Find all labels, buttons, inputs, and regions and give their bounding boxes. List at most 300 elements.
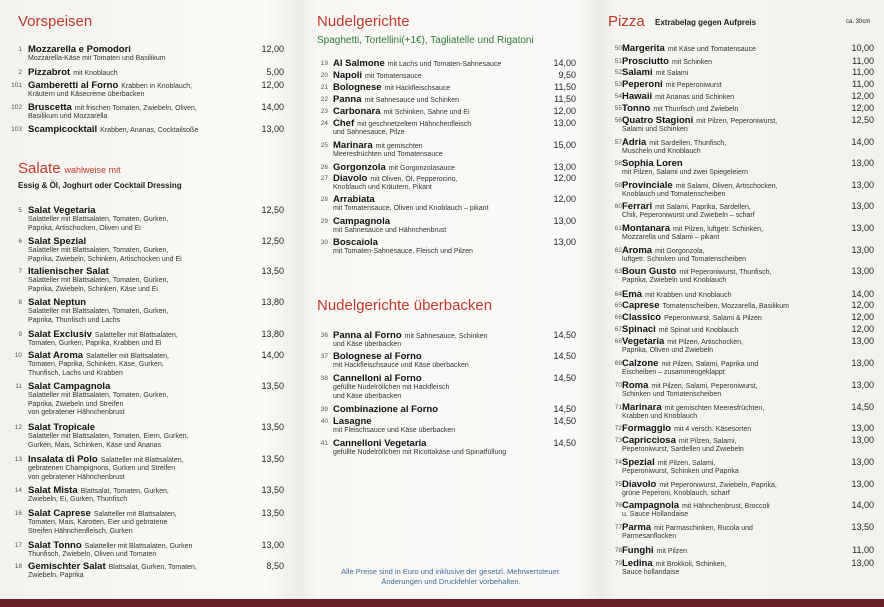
item-number: 60 bbox=[614, 203, 622, 210]
item-number: 61 bbox=[614, 225, 622, 232]
item-name: Hawaii bbox=[622, 91, 653, 102]
item-number: 54 bbox=[614, 93, 622, 100]
item-price: 13,00 bbox=[851, 201, 874, 211]
item-name: Provinciale bbox=[622, 180, 673, 191]
item-price: 13,00 bbox=[851, 435, 874, 445]
item-line bbox=[333, 106, 470, 118]
item-price: 13,50 bbox=[261, 381, 284, 391]
item-name: Ledina bbox=[622, 558, 653, 569]
item-name: Vegetaria bbox=[622, 336, 665, 347]
item-name: Quatro Stagioni bbox=[622, 115, 694, 126]
item-description: mit Pilzen, Peperoniwurst, bbox=[696, 118, 778, 125]
item-name: Salami bbox=[622, 67, 653, 78]
item-description-line: Salatteller mit Blattsalaten, Tomaten, Eiern, Gurken, bbox=[28, 433, 189, 440]
item-number: 64 bbox=[614, 291, 622, 298]
item-price: 14,50 bbox=[553, 416, 576, 426]
item-number: 56 bbox=[614, 117, 622, 124]
item-name: Salat Tonno bbox=[28, 540, 82, 551]
item-description-line: Thunfisch, Lachs und Krabben bbox=[28, 369, 123, 377]
item-description-line: mit Tomaten-Sahnesauce, Fleisch und Pilzen bbox=[333, 248, 473, 255]
item-price: 12,00 bbox=[851, 324, 874, 334]
item-number: 6 bbox=[18, 238, 22, 245]
item-number: 75 bbox=[614, 481, 622, 488]
item-description: Salatteller mit Blattsalaten, Gurken bbox=[84, 543, 193, 550]
item-name: Salat Spezial bbox=[28, 236, 87, 247]
item-name: Cannelloni Vegetaria bbox=[333, 438, 427, 449]
item-name: Chef bbox=[333, 118, 355, 129]
item-number: 102 bbox=[11, 104, 22, 111]
item-description: mit Schinken, Sahne und Ei bbox=[383, 109, 470, 116]
item-name: Combinazione al Forno bbox=[333, 404, 439, 415]
item-description: mit Sardellen, Thunfisch, bbox=[649, 140, 727, 147]
item-description: mit Peperoniwurst, Zwiebeln, Paprika, bbox=[659, 482, 777, 489]
item-price: 13,00 bbox=[851, 380, 874, 390]
item-line bbox=[622, 423, 751, 435]
item-number: 52 bbox=[614, 69, 622, 76]
item-description: mit gemischten bbox=[375, 143, 423, 150]
item-number: 58 bbox=[614, 160, 622, 167]
item-number: 65 bbox=[614, 302, 622, 309]
item-name: Insalata di Polo bbox=[28, 454, 98, 465]
item-name: Salat Caprese bbox=[28, 508, 91, 519]
item-description-line: Zwiebeln, Paprika bbox=[28, 572, 84, 579]
item-price: 12,00 bbox=[261, 44, 284, 54]
item-description-line: Krabben und Knoblauch bbox=[622, 413, 698, 420]
item-line bbox=[333, 404, 438, 415]
salate-title: Salate bbox=[18, 160, 61, 177]
item-price: 14,50 bbox=[851, 402, 874, 412]
item-number: 27 bbox=[320, 175, 328, 182]
item-description-line: Tomaten, Gurken, Paprika, Krabben und Ei bbox=[28, 340, 162, 347]
item-price: 10,00 bbox=[851, 43, 874, 53]
item-number: 68 bbox=[614, 338, 622, 345]
item-line bbox=[622, 91, 734, 103]
item-description-line: Salatteller mit Blattsalaten, Tomaten, Gurken, bbox=[28, 277, 169, 284]
item-price: 15,00 bbox=[553, 140, 576, 150]
item-name: Campagnola bbox=[333, 216, 391, 227]
item-name: Salat Mista bbox=[28, 485, 78, 496]
item-description: mit Gorgonzolasauce bbox=[388, 165, 455, 172]
item-description-line: Salami und Schinken bbox=[622, 126, 688, 133]
item-name: Pizzabrot bbox=[28, 67, 71, 78]
item-description: mit Ananas und Schinken bbox=[655, 94, 735, 101]
item-number: 24 bbox=[320, 120, 328, 127]
item-number: 2 bbox=[18, 69, 22, 76]
item-description-line: mit Fleischsauce und Käse überbacken bbox=[333, 427, 456, 434]
item-number: 77 bbox=[614, 524, 622, 531]
item-description-line: Kräutern und Käsecreme überbacken bbox=[28, 91, 145, 98]
item-description: mit Peperoniwurst, Thunfisch, bbox=[679, 269, 772, 276]
item-price: 14,00 bbox=[851, 500, 874, 510]
item-description-line: Zwiebeln, Ei, Gurken, Thunfisch bbox=[28, 496, 128, 503]
item-description-line: von gebratener Hähnchenbrust bbox=[28, 473, 125, 481]
item-name: Carbonara bbox=[333, 106, 381, 117]
item-number: 39 bbox=[320, 406, 328, 413]
item-number: 79 bbox=[614, 560, 622, 567]
item-description: mit Thunfisch und Zwiebeln bbox=[653, 106, 739, 113]
item-description-line: Paprika, Oliven und Zwiebeln bbox=[622, 347, 714, 354]
item-description-line: Paprika, Zwiebeln und Streifen bbox=[28, 400, 124, 408]
item-number: 7 bbox=[18, 268, 22, 275]
item-number: 51 bbox=[614, 58, 622, 65]
item-number: 70 bbox=[614, 382, 622, 389]
item-description: mit frischen Tomaten, Zwiebeln, Oliven, bbox=[74, 105, 197, 112]
item-name: Boun Gusto bbox=[622, 266, 677, 277]
item-price: 13,00 bbox=[851, 358, 874, 368]
item-description-line: Sauce hollandaise bbox=[622, 569, 680, 576]
item-number: 36 bbox=[320, 332, 328, 339]
item-price: 14,00 bbox=[553, 58, 576, 68]
item-description-line: und Käse überbacken bbox=[333, 341, 402, 348]
item-description-line: Gurken, Mais, Schinken, Käse und Ananas bbox=[28, 441, 162, 449]
item-name: Ferrari bbox=[622, 201, 653, 212]
item-name: Caprese bbox=[622, 300, 660, 311]
item-number: 41 bbox=[320, 440, 328, 447]
item-number: 17 bbox=[14, 542, 22, 549]
item-description: mit Käse und Tomatensauce bbox=[667, 46, 756, 53]
item-description-line: Meeresfrüchten und Tomatensauce bbox=[333, 151, 443, 158]
item-line bbox=[622, 103, 738, 115]
footer-note bbox=[306, 567, 596, 587]
item-name: Panna al Forno bbox=[333, 330, 402, 341]
item-description: Blattsalat, Tomaten, Gurken, bbox=[80, 488, 169, 495]
item-number: 37 bbox=[320, 353, 328, 360]
item-price: 12,00 bbox=[261, 80, 284, 90]
item-price: 13,50 bbox=[261, 266, 284, 276]
item-description: mit Peperoniwurst bbox=[665, 82, 722, 89]
item-name: Spinaci bbox=[622, 324, 656, 335]
item-name: Prosciutto bbox=[622, 56, 669, 67]
item-name: Calzone bbox=[622, 358, 659, 369]
item-name: Peperoni bbox=[622, 79, 663, 90]
item-number: 19 bbox=[320, 60, 328, 67]
item-name: Marinara bbox=[333, 140, 373, 151]
item-description-line: gebratenen Champignons, Gurken und Streifen bbox=[28, 465, 176, 472]
item-number: 28 bbox=[320, 196, 328, 203]
item-description-line: luftgetr. Schinken und Tomatenscheiben bbox=[622, 256, 747, 263]
item-price: 13,80 bbox=[261, 297, 284, 307]
item-price: 11,00 bbox=[852, 79, 874, 89]
item-price: 13,50 bbox=[261, 454, 284, 464]
item-description-line: Paprika, Zwiebeln, Schinken, Käse und Ei bbox=[28, 285, 158, 293]
item-name: Al Salmone bbox=[333, 58, 385, 69]
item-price: 14,50 bbox=[553, 373, 576, 383]
item-number: 29 bbox=[320, 218, 328, 225]
item-name: Gamberetti al Forno bbox=[28, 80, 119, 91]
item-price: 12,00 bbox=[553, 173, 576, 183]
item-number: 72 bbox=[614, 425, 622, 432]
item-number: 53 bbox=[614, 81, 622, 88]
item-name: Panna bbox=[333, 94, 362, 105]
item-price: 13,00 bbox=[261, 540, 284, 550]
item-description-line: Schinken und Tomatenscheiben bbox=[622, 391, 722, 398]
item-number: 62 bbox=[614, 247, 622, 254]
item-description: mit Lachs und Tomaten-Sahnesauce bbox=[387, 61, 502, 68]
item-description-line: mit Hackfleischsauce und Käse überbacken bbox=[333, 362, 469, 369]
item-description-line: Salatteller mit Blattsalaten, Tomaten, Gurken, bbox=[28, 392, 169, 399]
item-price: 13,00 bbox=[851, 180, 874, 190]
item-name: Mozzarella e Pomodori bbox=[28, 44, 131, 55]
item-description-line: Peperoniwurst, Sardellen und Zwiebeln bbox=[622, 446, 744, 453]
item-number: 78 bbox=[614, 547, 622, 554]
item-name: Bolognese al Forno bbox=[333, 351, 422, 362]
item-price: 9,50 bbox=[558, 70, 576, 80]
item-number: 5 bbox=[18, 207, 22, 214]
item-description: mit Hackfleischsauce bbox=[384, 85, 451, 92]
item-name: Marinara bbox=[622, 402, 662, 413]
item-line bbox=[622, 300, 789, 312]
item-name: Scampicocktail bbox=[28, 124, 98, 135]
item-description: mit Pilzen bbox=[656, 548, 687, 555]
item-description: mit Knoblauch bbox=[73, 70, 118, 77]
item-price: 13,50 bbox=[261, 422, 284, 432]
item-line bbox=[333, 94, 459, 106]
item-price: 14,50 bbox=[553, 438, 576, 448]
item-price: 11,00 bbox=[852, 67, 874, 77]
section-title-ueberbacken: Nudelgerichte überbacken bbox=[317, 297, 493, 314]
item-line bbox=[622, 545, 687, 557]
item-description: Blattsalat, Gurken, Tomaten, bbox=[108, 564, 197, 571]
item-line bbox=[333, 70, 422, 82]
item-description-line: Mozzarella-Käse mit Tomaten und Basilikum bbox=[28, 55, 166, 62]
item-price: 12,00 bbox=[553, 194, 576, 204]
item-number: 57 bbox=[614, 139, 622, 146]
item-name: Cannelloni al Forno bbox=[333, 373, 422, 384]
item-line bbox=[333, 82, 450, 94]
item-description-line: Paprika, Artischocken, Oliven und Ei bbox=[28, 224, 141, 232]
item-description-line: Parmesanflocken bbox=[622, 533, 677, 540]
section-title-vorspeisen: Vorspeisen bbox=[18, 13, 93, 30]
item-price: 8,50 bbox=[266, 561, 284, 571]
item-number: 11 bbox=[15, 383, 22, 390]
item-line bbox=[622, 324, 739, 336]
item-description: mit gemischten Meeresfrüchten, bbox=[664, 405, 765, 412]
item-name: Salat Exclusiv bbox=[28, 329, 92, 340]
item-number: 13 bbox=[14, 456, 22, 463]
item-price: 13,00 bbox=[261, 124, 284, 134]
item-name: Formaggio bbox=[622, 423, 672, 434]
section-title-nudelgerichte: Nudelgerichte bbox=[317, 13, 410, 30]
item-price: 13,00 bbox=[851, 423, 874, 433]
nudel-subtitle: Spaghetti, Tortellini(+1€), Tagliatelle und Rigatoni bbox=[317, 35, 534, 46]
item-description-line: Tomaten, Paprika, Schinken, Käse, Gurken, bbox=[28, 361, 164, 368]
item-price: 12,00 bbox=[851, 91, 874, 101]
item-name: Sophia Loren bbox=[622, 158, 683, 169]
item-number: 73 bbox=[614, 437, 622, 444]
item-description-line: gefüllte Nudelröllchen mit Ricottakäse und Spinatfüllung bbox=[333, 449, 507, 456]
item-number: 9 bbox=[18, 331, 22, 338]
item-name: Aroma bbox=[622, 245, 653, 256]
item-description-line: und Sahnesauce, Pilze bbox=[333, 129, 405, 136]
item-price: 12,00 bbox=[553, 106, 576, 116]
salate-dressing-note: Essig & Öl, Joghurt oder Cocktail Dressing bbox=[18, 181, 182, 190]
item-description-line: Salatteller mit Blattsalaten, Tomaten, Gurken, bbox=[28, 247, 169, 254]
item-description: Salatteller mit Blattsalaten, bbox=[86, 353, 169, 360]
item-name: Lasagne bbox=[333, 416, 372, 427]
item-name: Diavolo bbox=[622, 479, 657, 490]
item-name: Bolognese bbox=[333, 82, 382, 93]
item-line bbox=[622, 43, 756, 55]
item-number: 66 bbox=[614, 314, 622, 321]
item-name: Arrabiata bbox=[333, 194, 375, 205]
item-description: mit Sahnesauce und Schinken bbox=[364, 97, 460, 104]
item-price: 13,00 bbox=[851, 223, 874, 233]
item-description: mit Spinat und Knoblauch bbox=[658, 327, 739, 334]
item-number: 23 bbox=[320, 108, 328, 115]
item-description-line: Thunfisch, Zwiebeln, Oliven und Tomaten bbox=[28, 551, 157, 558]
item-number: 8 bbox=[18, 299, 22, 306]
item-description: mit geschnetzeltem Hähnchenfleisch bbox=[357, 121, 472, 128]
item-number: 50 bbox=[614, 45, 622, 52]
item-description-line: grüne Peperoni, Knoblauch, scharf bbox=[622, 490, 730, 497]
item-price: 14,00 bbox=[851, 137, 874, 147]
item-name: Salat Vegetaria bbox=[28, 205, 96, 216]
item-price: 13,00 bbox=[553, 118, 576, 128]
item-price: 12,00 bbox=[851, 103, 874, 113]
item-description: mit Pilzen, Salami, bbox=[657, 460, 716, 467]
item-line bbox=[622, 67, 688, 79]
item-description: mit Pilzen, Salami, bbox=[678, 438, 737, 445]
item-line bbox=[622, 312, 762, 324]
item-name: Salat Aroma bbox=[28, 350, 84, 361]
footer-line-1: Alle Preise sind in Euro und inklusive der gesetzl. Mehrwertsteuer. bbox=[341, 567, 561, 576]
item-description-line: Salatteller mit Blattsalaten, Tomaten, Gurken, bbox=[28, 308, 169, 315]
item-name: Classico bbox=[622, 312, 662, 323]
section-title-pizza bbox=[608, 13, 645, 30]
item-price: 11,50 bbox=[554, 82, 576, 92]
item-price: 13,00 bbox=[851, 479, 874, 489]
item-description: mit Oliven, Öl, Pepperocino, bbox=[370, 176, 458, 183]
item-description: Salatteller mit Blattsalaten, bbox=[100, 457, 184, 464]
item-name: Bruscetta bbox=[28, 102, 72, 113]
item-description-line: u. Sauce Hollandaise bbox=[622, 511, 689, 518]
item-description: mit Pilzen, Salami, Peperoniwurst, bbox=[651, 383, 758, 390]
salate-subtitle: wahlweise mit bbox=[64, 165, 121, 175]
item-number: 30 bbox=[320, 239, 328, 246]
item-line bbox=[333, 58, 501, 70]
item-price: 13,00 bbox=[851, 158, 874, 168]
item-number: 59 bbox=[614, 182, 622, 189]
item-description: mit Salami, Paprika, Sardellen, bbox=[655, 204, 751, 211]
item-number: 25 bbox=[320, 142, 328, 149]
item-number: 38 bbox=[320, 375, 328, 382]
item-number: 101 bbox=[11, 82, 22, 89]
item-name: Campagnola bbox=[622, 500, 680, 511]
item-name: Gemischter Salat bbox=[28, 561, 106, 572]
item-description-line: Tomaten, Mais, Karotten, Eier und gebratene bbox=[28, 519, 168, 526]
item-description-line: Knoblauch und Tomatenscheiben bbox=[622, 191, 726, 198]
item-number: 22 bbox=[320, 96, 328, 103]
item-name: Salat Campagnola bbox=[28, 381, 111, 392]
item-description-line: Knoblauch und Kräutern, Pikant bbox=[333, 184, 432, 191]
item-name: Salat Neptun bbox=[28, 297, 87, 308]
item-price: 12,00 bbox=[851, 312, 874, 322]
item-price: 13,00 bbox=[851, 336, 874, 346]
item-price: 13,00 bbox=[553, 162, 576, 172]
item-description-line: Paprika, Zwiebeln, Schinken, Artischocken und Ei bbox=[28, 255, 182, 263]
item-description: Krabben in Knoblauch, bbox=[121, 83, 193, 90]
item-name: Diavolo bbox=[333, 173, 368, 184]
item-description: mit Pilzen, Artischocken, bbox=[667, 339, 744, 346]
item-description-line: Basilikum und Mozzarella bbox=[28, 113, 108, 120]
item-line bbox=[622, 79, 722, 91]
item-name: Gorgonzola bbox=[333, 162, 386, 173]
item-price: 14,50 bbox=[553, 351, 576, 361]
item-number: 12 bbox=[14, 424, 22, 431]
item-name: Adria bbox=[622, 137, 647, 148]
item-name: Roma bbox=[622, 380, 649, 391]
item-price: 13,00 bbox=[553, 237, 576, 247]
item-description-line: Paprika, Zwiebeln und Knoblauch bbox=[622, 277, 727, 284]
item-number: 71 bbox=[614, 404, 622, 411]
item-number: 63 bbox=[614, 268, 622, 275]
item-description: mit Salami, Oliven, Artischocken, bbox=[675, 183, 778, 190]
section-title-salate bbox=[18, 160, 121, 177]
bottom-band bbox=[0, 599, 884, 607]
item-price: 13,00 bbox=[851, 245, 874, 255]
item-price: 11,50 bbox=[554, 94, 576, 104]
item-number: 69 bbox=[614, 360, 622, 367]
item-description: Salatteller mit Blattsalaten, bbox=[93, 511, 177, 518]
item-description-line: Eischeiben – zusammengeklappt bbox=[622, 369, 725, 376]
item-price: 11,00 bbox=[852, 545, 874, 555]
item-description: mit Sahnesauce, Schinken bbox=[404, 333, 488, 340]
item-number: 21 bbox=[320, 84, 328, 91]
item-price: 12,50 bbox=[851, 115, 874, 125]
item-description: mit Tomatensauce bbox=[365, 73, 422, 80]
item-name: Napoli bbox=[333, 70, 363, 81]
item-price: 13,50 bbox=[261, 508, 284, 518]
item-number: 103 bbox=[11, 126, 22, 133]
item-description: mit 4 versch. Käsesorten bbox=[674, 426, 752, 433]
item-number: 67 bbox=[614, 326, 622, 333]
item-description-line: mit Tomatensauce, Oliven und Knoblauch – pikant bbox=[333, 205, 489, 212]
item-price: 13,50 bbox=[851, 522, 874, 532]
item-price: 14,00 bbox=[851, 289, 874, 299]
item-description-line: Mozzarella und Salami – pikant bbox=[622, 234, 720, 241]
item-name: Salat Tropicale bbox=[28, 422, 96, 433]
item-description: mit Gorgonzola, bbox=[655, 248, 705, 255]
item-description: mit Schinken bbox=[671, 59, 713, 66]
item-price: 14,00 bbox=[261, 350, 284, 360]
item-description: mit Parmaschinken, Rucola und bbox=[654, 525, 753, 532]
item-number: 14 bbox=[14, 487, 22, 494]
item-description: mit Pilzen, Salami, Paprika und bbox=[661, 361, 759, 368]
item-description: Tomatenscheiben, Mozzarella, Basilikum bbox=[662, 303, 789, 310]
item-price: 13,00 bbox=[553, 216, 576, 226]
item-name: Tonno bbox=[622, 103, 651, 114]
item-description-line: Peperoniwurst, Schinken und Paprika bbox=[622, 468, 739, 475]
item-price: 12,50 bbox=[261, 205, 284, 215]
item-price: 13,00 bbox=[851, 558, 874, 568]
item-number: 26 bbox=[320, 164, 328, 171]
item-price: 13,00 bbox=[851, 457, 874, 467]
item-name: Ema bbox=[622, 289, 643, 300]
item-description-line: und Käse überbacken bbox=[333, 392, 402, 400]
footer-line-2: Änderungen und Druckfehler vorbehalten. bbox=[381, 577, 521, 586]
item-description: mit Krabben und Knoblauch bbox=[645, 292, 732, 299]
item-price: 14,50 bbox=[553, 404, 576, 414]
item-description-line: mit Sahnesauce und Hähnchenbrust bbox=[333, 227, 447, 234]
item-name: Montanara bbox=[622, 223, 671, 234]
item-number: 16 bbox=[14, 510, 22, 517]
item-price: 12,50 bbox=[261, 236, 284, 246]
item-name: Boscaiola bbox=[333, 237, 378, 248]
item-number: 10 bbox=[14, 352, 22, 359]
item-name: Parma bbox=[622, 522, 652, 533]
item-number: 55 bbox=[614, 105, 622, 112]
item-description-line: mit Pilzen, Salami und zwei Spiegeleiern bbox=[622, 169, 749, 176]
